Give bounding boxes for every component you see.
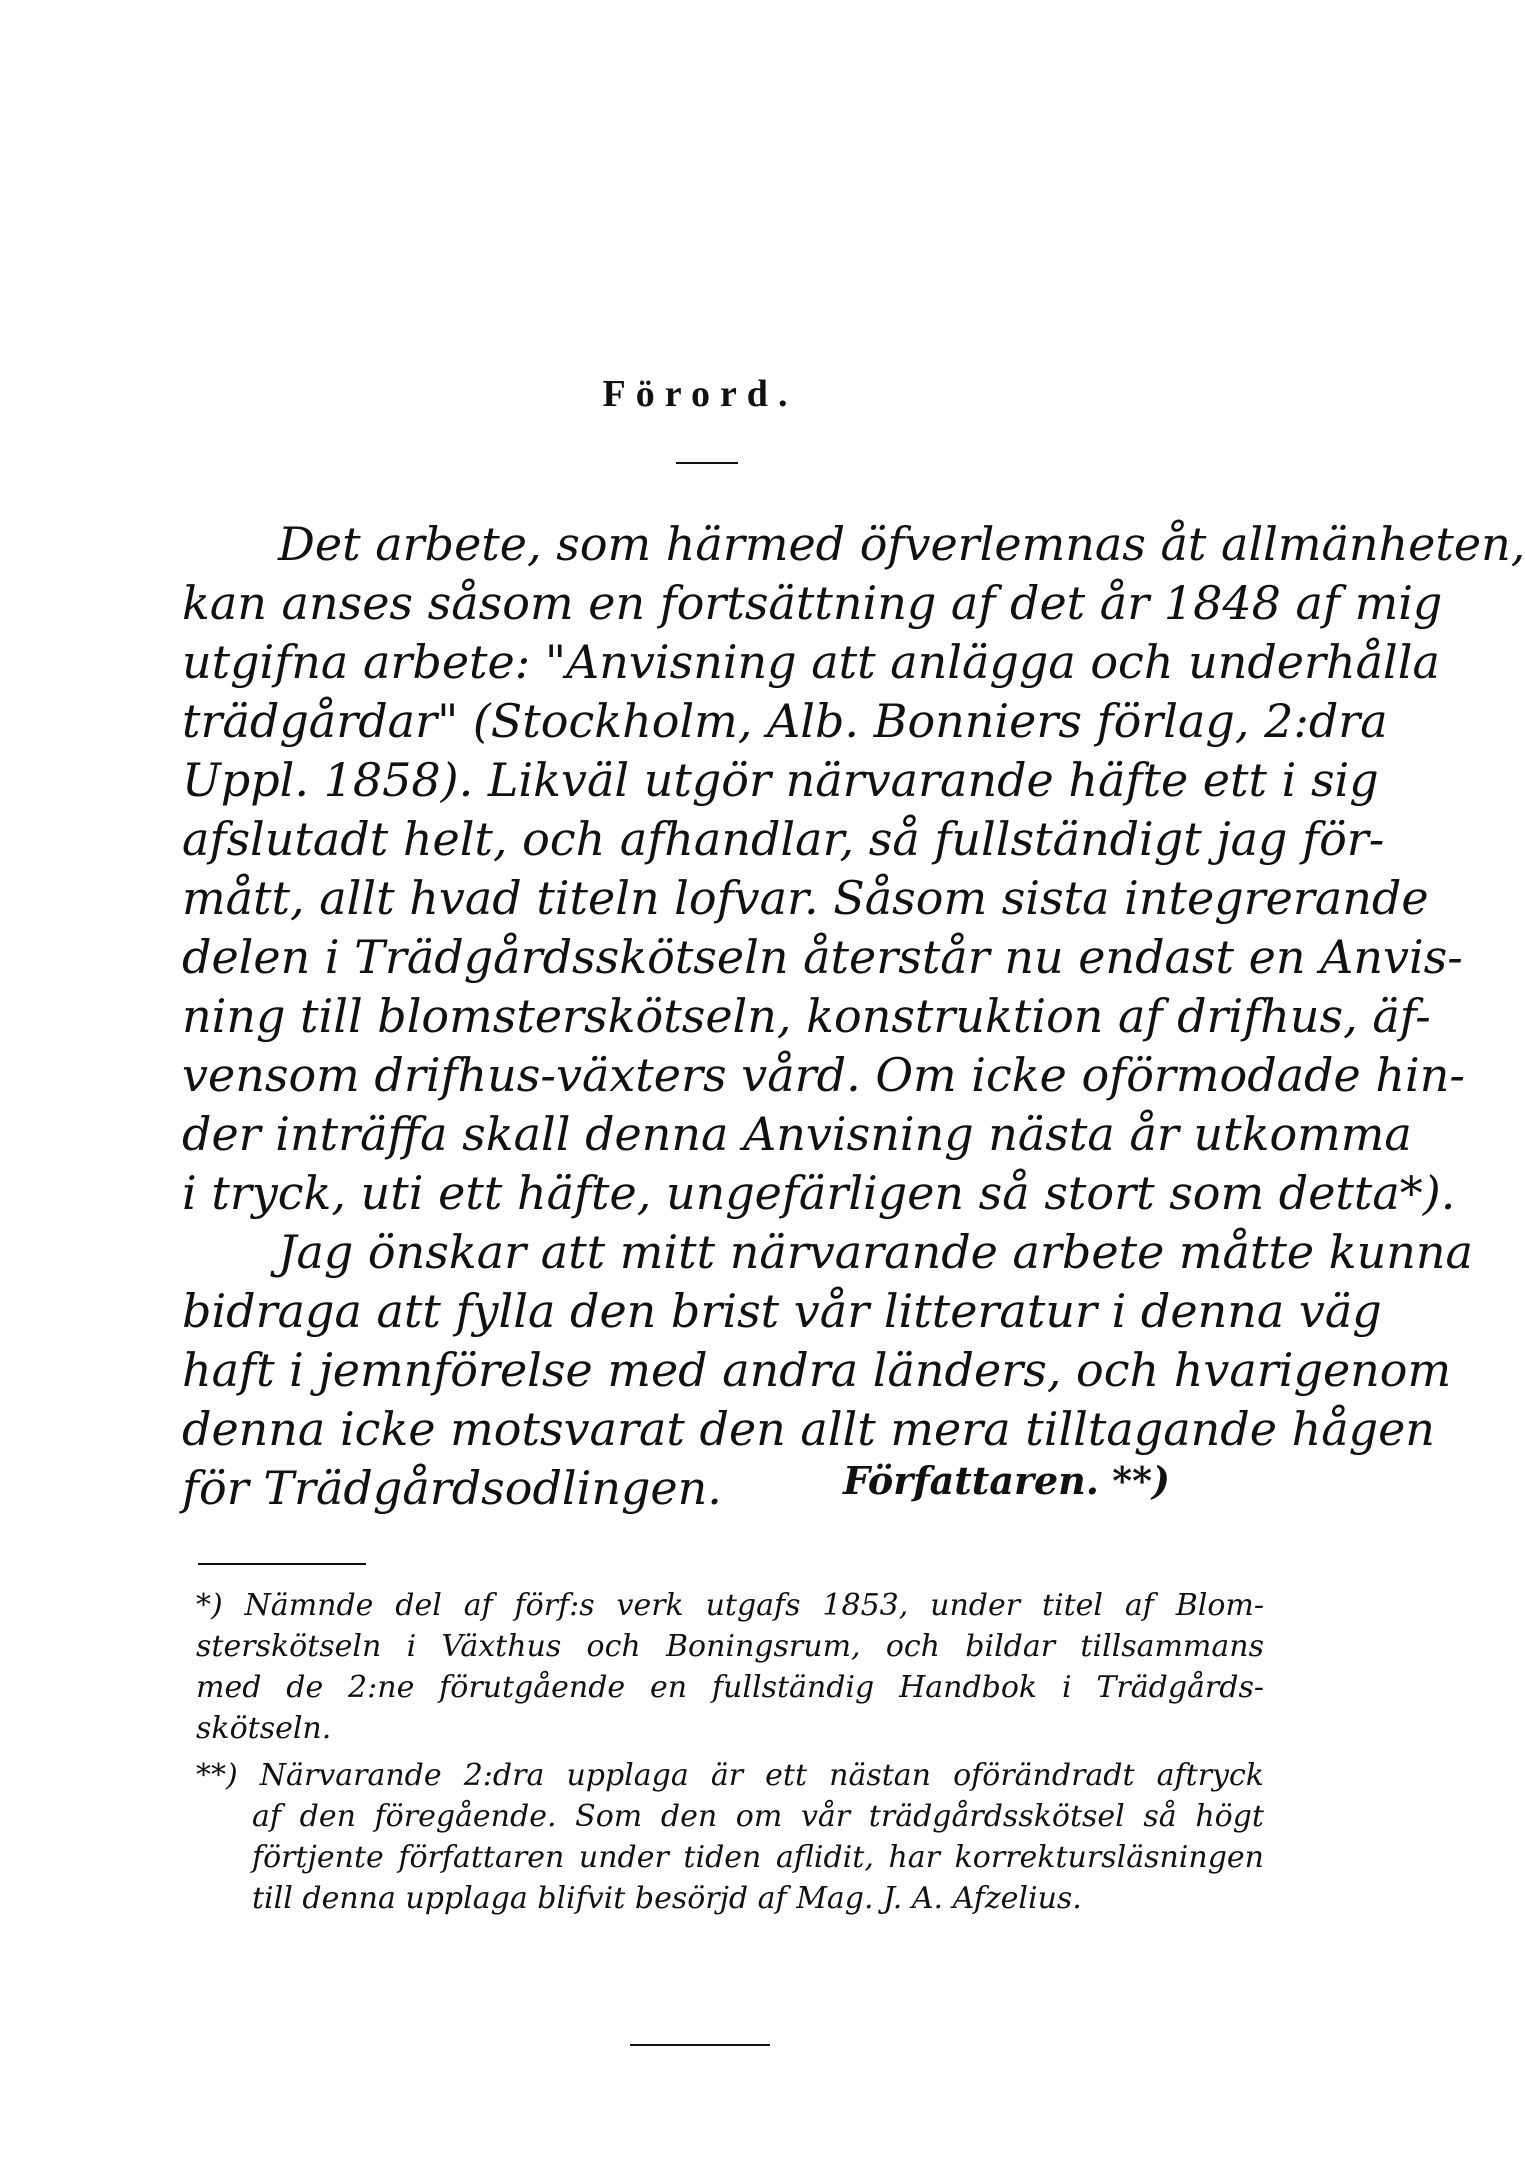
body-line: bidraga att fylla den brist vår litteratur i denna väg bbox=[182, 1284, 1382, 1338]
body-line: denna icke motsvarat den allt mera tilltagande hågen bbox=[182, 1402, 1435, 1456]
end-divider bbox=[630, 2044, 770, 2046]
footnotes bbox=[196, 1585, 1264, 1919]
footnote-line: förtjente författaren under tiden aflidit, har korrektursläsningen bbox=[252, 1840, 1264, 1875]
footnote-line: med de 2:ne förutgående en fullständig Handbok i Trädgårds- bbox=[196, 1670, 1264, 1705]
footnote-line: skötseln. bbox=[196, 1711, 332, 1746]
footnote-line: af den föregående. Som den om vår trädgårdsskötsel så högt bbox=[252, 1799, 1264, 1834]
footnote-line: *) Nämnde del af förf:s verk utgafs 1853, under titel af Blom- bbox=[196, 1588, 1264, 1623]
footnote-line: **) Närvarande 2:dra upplaga är ett nästan oförändradt aftryck bbox=[196, 1758, 1264, 1793]
body-line: Uppl. 1858). Likväl utgör närvarande häfte ett i sig bbox=[182, 753, 1379, 807]
body-line: vensom drifhus-växters vård. Om icke oförmodade hin- bbox=[182, 1048, 1465, 1102]
title-divider bbox=[676, 462, 738, 464]
body-line: Jag önskar att mitt närvarande arbete måtte kunna bbox=[278, 1225, 1473, 1279]
body-line: mått, allt hvad titeln lofvar. Såsom sista integrerande bbox=[182, 871, 1429, 925]
body-line: trädgårdar" (Stockholm, Alb. Bonniers förlag, 2:dra bbox=[182, 694, 1388, 748]
body-line: Det arbete, som härmed öfverlemnas åt allmänheten, bbox=[278, 517, 1525, 571]
footnote-line: till denna upplaga blifvit besörjd af Mag. J. A. Afzelius. bbox=[252, 1881, 1082, 1916]
body-line: afslutadt helt, och afhandlar, så fullständigt jag för- bbox=[182, 812, 1385, 866]
body-line: der inträffa skall denna Anvisning nästa år utkomma bbox=[182, 1107, 1412, 1161]
page-title: Förord. bbox=[602, 373, 798, 415]
body-line: haft i jemnförelse med andra länders, och hvarigenom bbox=[182, 1343, 1452, 1397]
body-line: för Trädgårdsodlingen. bbox=[182, 1461, 722, 1515]
footnote-divider bbox=[198, 1563, 366, 1565]
author-signature: Författaren. **) bbox=[843, 1458, 1170, 1503]
footnote-line: sterskötseln i Växthus och Boningsrum, och bildar tillsammans bbox=[196, 1629, 1264, 1664]
body-line: i tryck, uti ett häfte, ungefärligen så stort som detta*). bbox=[182, 1166, 1456, 1220]
body-line: utgifna arbete: "Anvisning att anlägga och underhålla bbox=[182, 635, 1440, 689]
body-line: ning till blomsterskötseln, konstruktion af drifhus, äf- bbox=[182, 989, 1431, 1043]
body-line: kan anses såsom en fortsättning af det år 1848 af mig bbox=[182, 576, 1443, 630]
body-line: delen i Trädgårdsskötseln återstår nu endast en Anvis- bbox=[182, 930, 1463, 984]
preface-body bbox=[182, 515, 1525, 1518]
